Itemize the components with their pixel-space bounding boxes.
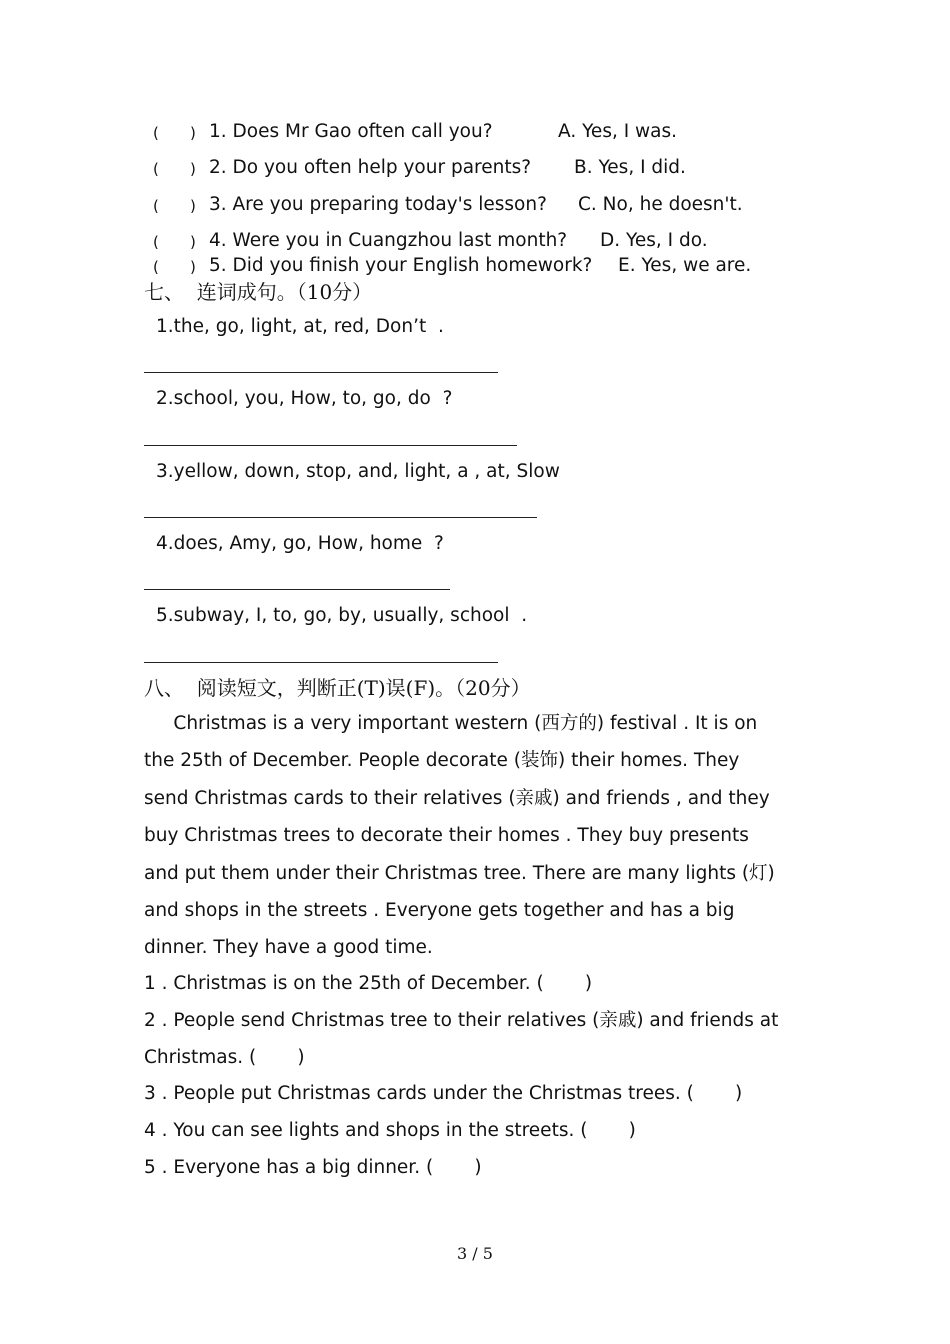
sentence-words: 2.school, you, How, to, go, do ? <box>156 388 453 409</box>
section-7-title: 七、 连词成句。（10分） <box>144 280 373 304</box>
answer-line[interactable] <box>144 662 498 663</box>
open-bracket: ( <box>153 160 159 178</box>
answer-line[interactable] <box>144 517 537 518</box>
close-bracket: ) <box>190 160 196 178</box>
answer-option: C. No, he doesn't. <box>578 194 743 215</box>
sentence-words: 3.yellow, down, stop, and, light, a , at, Slow <box>156 461 560 482</box>
answer-line[interactable] <box>144 589 450 590</box>
question-line: Christmas. ( ) <box>144 1046 305 1068</box>
passage-line: buy Christmas trees to decorate their homes . They buy presents <box>144 825 749 847</box>
answer-option: D. Yes, I do. <box>600 230 708 251</box>
answer-line[interactable] <box>144 372 498 373</box>
section-8-title: 八、 阅读短文，判断正(T)误(F)。（20分） <box>144 676 531 700</box>
question-text: 5. Did you finish your English homework? <box>209 255 593 276</box>
open-bracket: ( <box>153 258 159 276</box>
question-line: 5 . Everyone has a big dinner. ( ) <box>144 1157 482 1178</box>
answer-option: A. Yes, I was. <box>558 121 678 142</box>
sentence-words: 5.subway, I, to, go, by, usually, school . <box>156 605 528 626</box>
page-number: 3 / 5 <box>457 1244 493 1263</box>
close-bracket: ) <box>190 258 196 276</box>
answer-option: E. Yes, we are. <box>618 255 752 276</box>
sentence-words: 4.does, Amy, go, How, home ? <box>156 533 444 554</box>
passage-line: Christmas is a very important western (西方的) festival . It is on <box>144 713 758 734</box>
question-line: 3 . People put Christmas cards under the Christmas trees. ( ) <box>144 1083 743 1105</box>
question-text: 2. Do you often help your parents? <box>209 157 532 178</box>
answer-option: B. Yes, I did. <box>574 157 686 178</box>
open-bracket: ( <box>153 233 159 251</box>
open-bracket: ( <box>153 124 159 142</box>
question-text: 1. Does Mr Gao often call you? <box>209 121 493 142</box>
answer-line[interactable] <box>144 445 517 446</box>
question-text: 4. Were you in Cuangzhou last month? <box>209 230 568 251</box>
question-line: 1 . Christmas is on the 25th of December. ( ) <box>144 973 593 994</box>
close-bracket: ) <box>190 197 196 215</box>
close-bracket: ) <box>190 124 196 142</box>
question-line: 4 . You can see lights and shops in the streets. ( ) <box>144 1120 636 1142</box>
passage-line: the 25th of December. People decorate (装饰) their homes. They <box>144 750 740 772</box>
open-bracket: ( <box>153 197 159 215</box>
passage-line: dinner. They have a good time. <box>144 937 433 959</box>
question-line: 2 . People send Christmas tree to their relatives (亲戚) and friends at <box>144 1009 779 1031</box>
passage-line: and shops in the streets . Everyone gets together and has a big <box>144 900 735 921</box>
question-text: 3. Are you preparing today's lesson? <box>209 194 547 215</box>
passage-line: send Christmas cards to their relatives (亲戚) and friends , and they <box>144 787 770 809</box>
passage-line: and put them under their Christmas tree. There are many lights (灯) <box>144 862 775 884</box>
close-bracket: ) <box>190 233 196 251</box>
sentence-words: 1.the, go, light, at, red, Don’t . <box>156 316 444 337</box>
